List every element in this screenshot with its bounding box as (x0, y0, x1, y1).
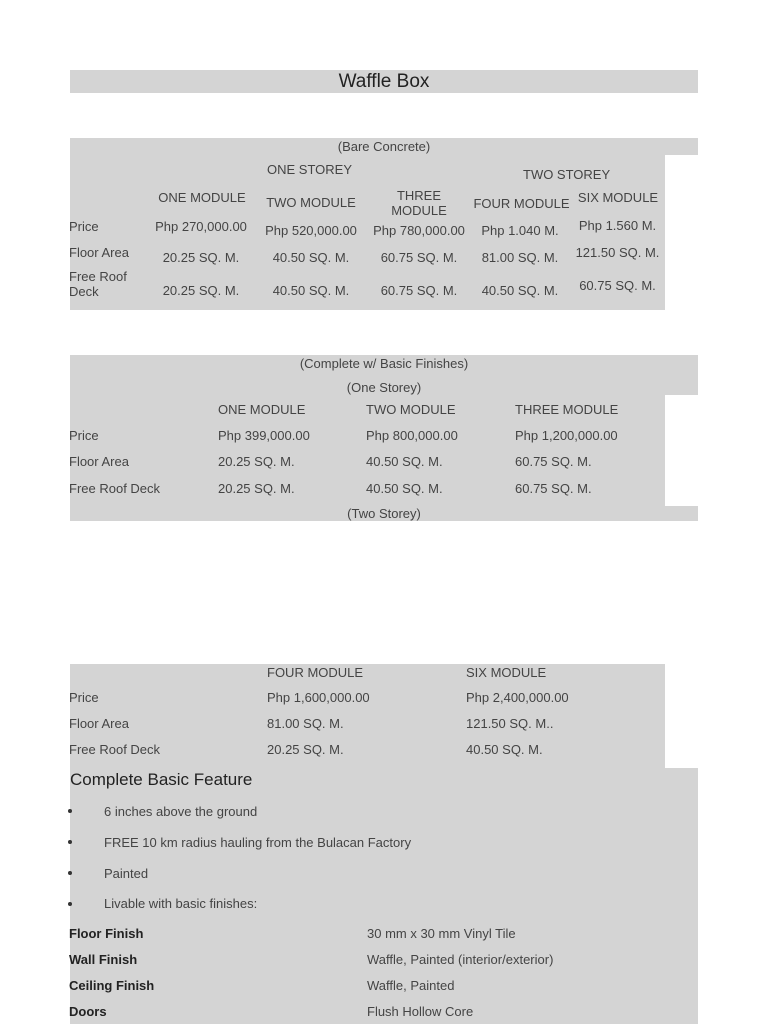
bare-price-three: Php 780,000.00 (373, 223, 465, 238)
feature-item: Livable with basic finishes: (104, 896, 258, 911)
bare-two-storey: TWO STOREY (523, 167, 611, 182)
finish-value-floor: 30 mm x 30 mm Vinyl Tile (367, 926, 516, 941)
feature-item: FREE 10 km radius hauling from the Bulacan Factory (104, 835, 412, 850)
bullet-dot (68, 902, 72, 906)
bare-roof-three: 60.75 SQ. M. (380, 283, 458, 298)
complete-floor-one: 20.25 SQ. M. (218, 454, 295, 469)
page-title: Waffle Box (338, 71, 430, 92)
bullet-dot (68, 809, 72, 813)
bare-roof-six: 60.75 SQ. M. (579, 278, 656, 293)
bare-col-four-module: FOUR MODULE (473, 196, 570, 211)
finish-label-ceiling: Ceiling Finish (69, 978, 155, 993)
complete-row-label-price: Price (69, 428, 99, 443)
complete-col-one-module: ONE MODULE (218, 402, 306, 417)
feature-item: 6 inches above the ground (104, 804, 258, 819)
finish-label-floor: Floor Finish (69, 926, 144, 941)
two-floor-four: 81.00 SQ. M. (267, 716, 344, 731)
bare-floor-one: 20.25 SQ. M. (162, 250, 240, 265)
bare-row-label-floor-area: Floor Area (69, 245, 129, 260)
complete-heading: (Complete w/ Basic Finishes) (299, 356, 469, 371)
two-row-label-roof-deck: Free Roof Deck (69, 742, 161, 757)
complete-floor-two: 40.50 SQ. M. (366, 454, 443, 469)
bare-one-storey: ONE STOREY (267, 162, 353, 177)
bare-col-one-module: ONE MODULE (158, 190, 246, 205)
two-roof-six: 40.50 SQ. M. (466, 742, 543, 757)
finish-value-ceiling: Waffle, Painted (367, 978, 455, 993)
complete-price-one: Php 399,000.00 (218, 428, 310, 443)
bare-floor-two: 40.50 SQ. M. (272, 250, 350, 265)
feature-item: Painted (104, 866, 149, 881)
bare-price-one: Php 270,000.00 (155, 219, 247, 234)
bare-price-four: Php 1.040 M. (481, 223, 559, 238)
two-price-six: Php 2,400,000.00 (466, 690, 569, 705)
two-col-four-module: FOUR MODULE (267, 665, 364, 680)
bare-col-six-module: SIX MODULE (577, 190, 659, 205)
bare-row-label-price: Price (69, 219, 99, 234)
complete-col-two-module: TWO MODULE (366, 402, 456, 417)
finish-label-doors: Doors (69, 1004, 107, 1019)
bare-roof-one: 20.25 SQ. M. (162, 283, 240, 298)
complete-two-storey: (Two Storey) (347, 506, 421, 521)
two-row-label-floor-area: Floor Area (69, 716, 129, 731)
two-price-four: Php 1,600,000.00 (267, 690, 370, 705)
bullet-dot (68, 871, 72, 875)
complete-col-three-module: THREE MODULE (515, 402, 619, 417)
complete-roof-two: 40.50 SQ. M. (366, 481, 443, 496)
bare-floor-three: 60.75 SQ. M. (380, 250, 458, 265)
two-col-six-module: SIX MODULE (466, 665, 547, 680)
two-roof-four: 20.25 SQ. M. (267, 742, 344, 757)
two-floor-six: 121.50 SQ. M.. (466, 716, 554, 731)
bare-price-six: Php 1.560 M. (578, 218, 657, 233)
two-row-label-price: Price (69, 690, 99, 705)
bare-roof-four: 40.50 SQ. M. (481, 283, 559, 298)
complete-row-label-roof-deck: Free Roof Deck (69, 481, 161, 496)
complete-floor-three: 60.75 SQ. M. (515, 454, 592, 469)
complete-roof-three: 60.75 SQ. M. (515, 481, 592, 496)
bare-price-two: Php 520,000.00 (265, 223, 357, 238)
complete-one-storey: (One Storey) (346, 380, 422, 395)
bare-floor-six: 121.50 SQ. M. (575, 245, 660, 260)
bare-floor-four: 81.00 SQ. M. (481, 250, 559, 265)
finish-value-doors: Flush Hollow Core (367, 1004, 474, 1019)
bare-heading: (Bare Concrete) (337, 139, 431, 154)
bare-roof-two: 40.50 SQ. M. (272, 283, 350, 298)
complete-price-two: Php 800,000.00 (366, 428, 458, 443)
features-title: Complete Basic Feature (70, 770, 253, 789)
bare-row-label-roof-deck: Free Roof Deck (69, 269, 127, 299)
bare-col-two-module: TWO MODULE (266, 195, 356, 210)
bare-col-three-module: THREE MODULE (391, 188, 447, 218)
finish-value-wall: Waffle, Painted (interior/exterior) (367, 952, 554, 967)
complete-row-label-floor-area: Floor Area (69, 454, 129, 469)
complete-price-three: Php 1,200,000.00 (515, 428, 618, 443)
complete-roof-one: 20.25 SQ. M. (218, 481, 295, 496)
bullet-dot (68, 840, 72, 844)
finish-label-wall: Wall Finish (69, 952, 138, 967)
